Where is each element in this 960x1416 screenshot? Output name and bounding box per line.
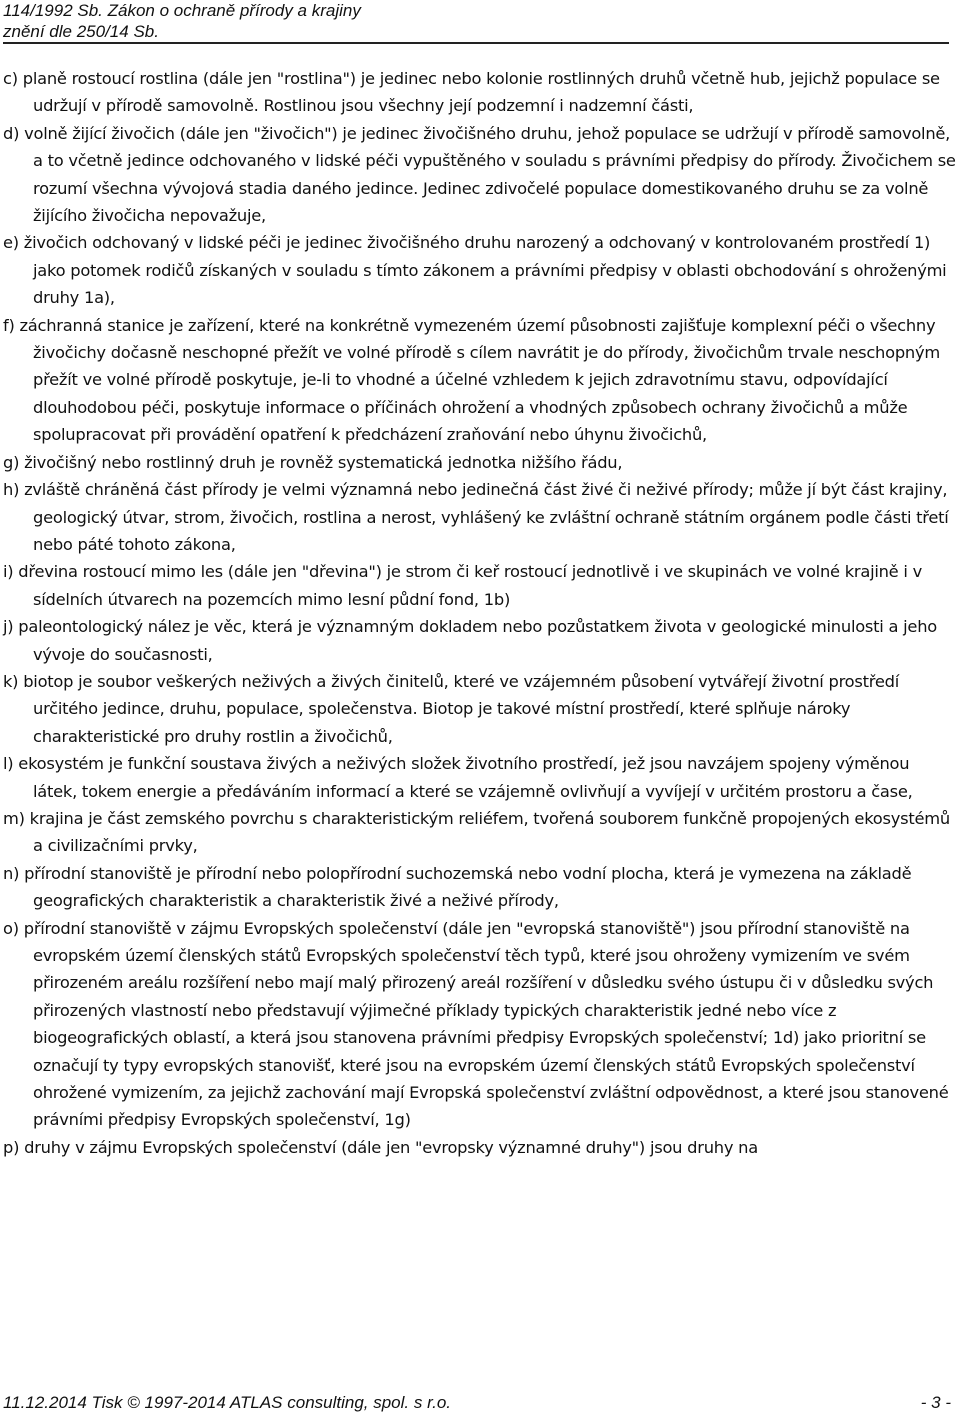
- document-version: znění dle 250/14 Sb.: [3, 22, 159, 41]
- definition-item-m: m) krajina je část zemského povrchu s charakteristickým reliéfem, tvořená souborem funkčně propojených ekosystémů a civilizačními prvky,: [3, 808, 950, 856]
- definition-item-e: e) živočich odchovaný v lidské péči je jedinec živočišného druhu narozený a odchovaný v kontrolovaném prostředí 1) jako potomek rodičů získaných v souladu s tímto zákonem a právními předpisy v oblasti obchodování s ohroženými druhy 1a),: [3, 233, 947, 308]
- definition-item-l: l) ekosystém je funkční soustava živých a neživých složek životního prostředí, jež jsou navzájem spojeny výměnou látek, tokem energie a předáváním informací a které se vzájemně ovlivňují a vyvíjejí v určitém prostoru a čase,: [3, 754, 913, 801]
- document-body: [3, 65, 958, 1161]
- definition-item-g: g) živočišný nebo rostlinný druh je rovněž systematická jednotka nižšího řádu,: [3, 452, 623, 472]
- definition-item-i: i) dřevina rostoucí mimo les (dále jen "dřevina") je strom či keř rostoucí jednotlivě i ve skupinách ve volné krajině i v sídelních útvarech na pozemcích mimo lesní půdní fond, 1b): [3, 562, 922, 609]
- definition-item-c: c) planě rostoucí rostlina (dále jen "rostlina") je jedinec nebo kolonie rostlinných druhů včetně hub, jejichž populace se udržují v přírodě samovolně. Rostlinou jsou všechny její podzemní i nadzemní části,: [3, 69, 940, 116]
- page-header: [3, 0, 953, 42]
- header-divider: [3, 42, 949, 44]
- document-title: 114/1992 Sb. Zákon o ochraně přírody a krajiny: [3, 1, 361, 20]
- print-info: 11.12.2014 Tisk © 1997-2014 ATLAS consulting, spol. s r.o.: [3, 1393, 452, 1412]
- definition-item-d: d) volně žijící živočich (dále jen "živočich") je jedinec živočišného druhu, jehož populace se udržují v přírodě samovolně, a to včetně jedince odchovaného v lidské péči vypuštěného v souladu s právními předpisy do přírody. Živočichem se rozumí všechna vývojová stadia daného jedince. Jedinec zdivočelé populace domestikovaného druhu se za volně žijícího živočicha nepovažuje,: [3, 123, 956, 226]
- page-number: - 3 -: [920, 1393, 951, 1412]
- definition-item-f: f) záchranná stanice je zařízení, které na konkrétně vymezeném území působnosti zajišťuje komplexní péči o všechny živočichy dočasně neschopné přežít ve volné přírodě s cílem navrátit je do přírody, živočichům trvale neschopným přežít ve volné přírodě poskytuje, je-li to vhodné a účelné vzhledem k jejich zdravotnímu stavu, odpovídající dlouhodobou péči, poskytuje informace o příčinách ohrožení a vhodných způsobech ochrany živočichů a může spolupracovat při provádění opatření k předcházení zraňování nebo úhynu živočichů,: [3, 315, 940, 445]
- definition-item-k: k) biotop je soubor veškerých neživých a živých činitelů, které ve vzájemném působení vytvářejí životní prostředí určitého jedince, druhu, populace, společenstva. Biotop je takové místní prostředí, které splňuje nároky charakteristické pro druhy rostlin a živočichů,: [3, 671, 899, 746]
- definition-item-h: h) zvláště chráněná část přírody je velmi významná nebo jedinečná část živé či neživé přírody; může jí být část krajiny, geologický útvar, strom, živočich, rostlina a nerost, vyhlášený ke zvláštní ochraně státním orgánem podle části třetí nebo páté tohoto zákona,: [3, 480, 949, 554]
- definition-item-j: j) paleontologický nález je věc, která je významným dokladem nebo pozůstatkem života v geologické minulosti a jeho vývoje do současnosti,: [3, 617, 937, 664]
- definition-item-n: n) přírodní stanoviště je přírodní nebo polopřírodní suchozemská nebo vodní plocha, která je vymezena na základě geografických charakteristik a charakteristik živé a neživé přírody,: [3, 863, 912, 911]
- definition-item-o: o) přírodní stanoviště v zájmu Evropských společenství (dále jen "evropská stanoviště") jsou přírodní stanoviště na evropském území členských států Evropských společenství těch typů, které jsou ohroženy vymizením ve svém přirozeném areálu rozšíření nebo mají malý přirozený areál rozšíření v důsledku svého ústupu či v důsledku svých přirozených vlastností nebo představují výjimečné příklady typických charakteristik jedné nebo více z biogeografických oblastí, a která jsou stanovena právními předpisy Evropských společenství; 1d) jako prioritní se označují ty typy evropských stanovišť, které jsou na evropském území členských států Evropských společenství ohrožené vymizením, za jejichž zachování mají Evropská společenství zvláštní odpovědnost, a které jsou stanovené právními předpisy Evropských společenství, 1g): [3, 918, 949, 1130]
- page-footer: [3, 1393, 951, 1413]
- definition-item-p: p) druhy v zájmu Evropských společenství (dále jen "evropsky významné druhy") jsou druhy na: [3, 1137, 758, 1157]
